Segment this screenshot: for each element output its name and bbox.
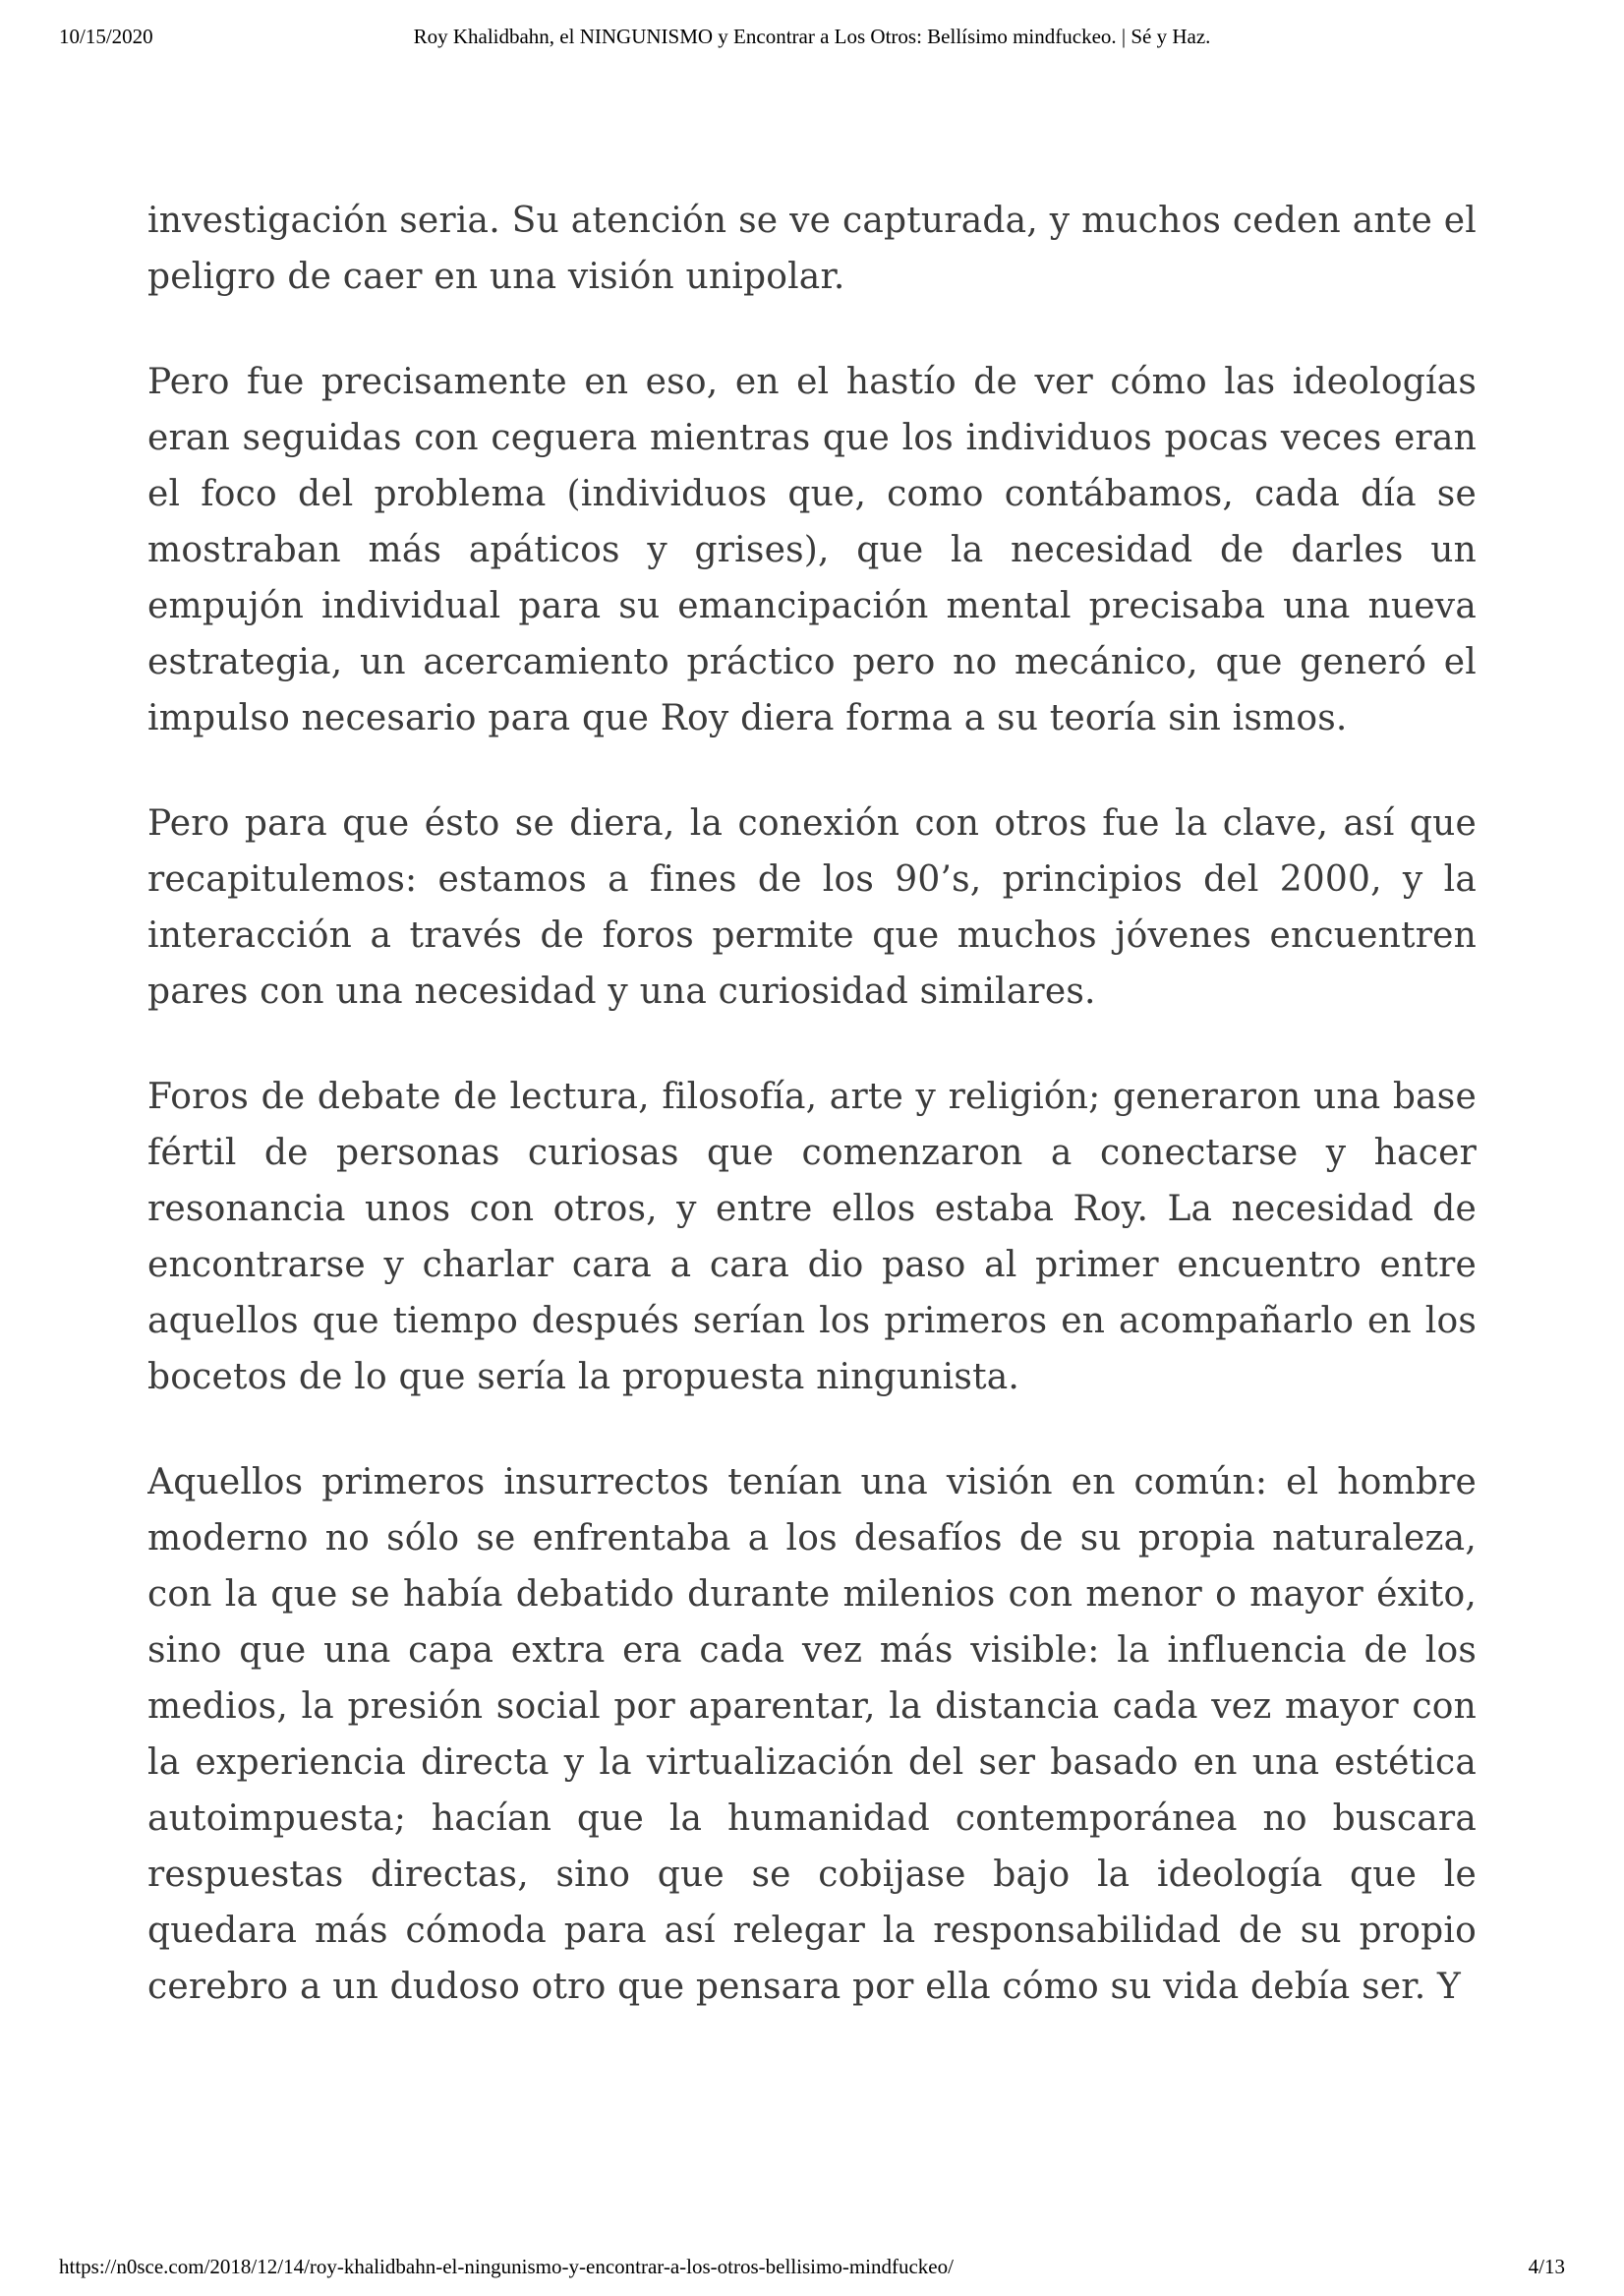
print-header — [59, 22, 1565, 51]
body-paragraph: investigación seria. Su atención se ve capturada, y muchos ceden ante el peligro de caer en una visión unipolar. — [147, 201, 1477, 297]
print-footer — [59, 2253, 1565, 2280]
body-paragraph: Aquellos primeros insurrectos tenían una visión en común: el hombre moderno no sólo se enfrentaba a los desafíos de su propia naturaleza, con la que se había debatido durante milenios con menor o mayor éxito, sino que una capa extra era cada vez más visible: la influencia de los medios, la presión social por aparentar, la distancia cada vez mayor con la experiencia directa y la virtualización del ser basado en una estética autoimpuesta; hacían que la humanidad contemporánea no buscara respuestas directas, sino que se cobijase bajo la ideología que le quedara más cómoda para así relegar la responsabilidad de su propio cerebro a un dudoso otro que pensara por ella cómo su vida debía ser. Y — [147, 1462, 1477, 2007]
print-header-date: 10/15/2020 — [59, 25, 153, 48]
body-paragraph: Foros de debate de lectura, filosofía, arte y religión; generaron una base fértil de personas curiosas que comenzaron a conectarse y hacer resonancia unos con otros, y entre ellos estaba Roy. La necesidad de encontrarse y charlar cara a cara dio paso al primer encuentro entre aquellos que tiempo después serían los primeros en acompañarlo en los bocetos de lo que sería la propuesta ningunista. — [147, 1077, 1477, 1397]
print-footer-page-number: 4/13 — [1528, 2255, 1565, 2278]
article-body — [147, 193, 1477, 2243]
print-header-title: Roy Khalidbahn, el NINGUNISMO y Encontrar a Los Otros: Bellísimo mindfuckeo. | Sé y Haz. — [413, 25, 1211, 48]
print-footer-url: https://n0sce.com/2018/12/14/roy-khalidbahn-el-ningunismo-y-encontrar-a-los-otros-bellisimo-mindfuckeo/ — [59, 2255, 954, 2278]
body-paragraph: Pero para que ésto se diera, la conexión con otros fue la clave, así que recapitulemos: estamos a fines de los 90’s, principios del 2000, y la interacción a través de foros permite que muchos jóvenes encuentren pares con una necesidad y una curiosidad similares. — [147, 803, 1477, 1012]
body-paragraph: Pero fue precisamente en eso, en el hastío de ver cómo las ideologías eran seguidas con ceguera mientras que los individuos pocas veces eran el foco del problema (individuos que, como contábamos, cada día se mostraban más apáticos y grises), que la necesidad de darles un empujón individual para su emancipación mental precisaba una nueva estrategia, un acercamiento práctico pero no mecánico, que generó el impulso necesario para que Roy diera forma a su teoría sin ismos. — [147, 362, 1477, 738]
